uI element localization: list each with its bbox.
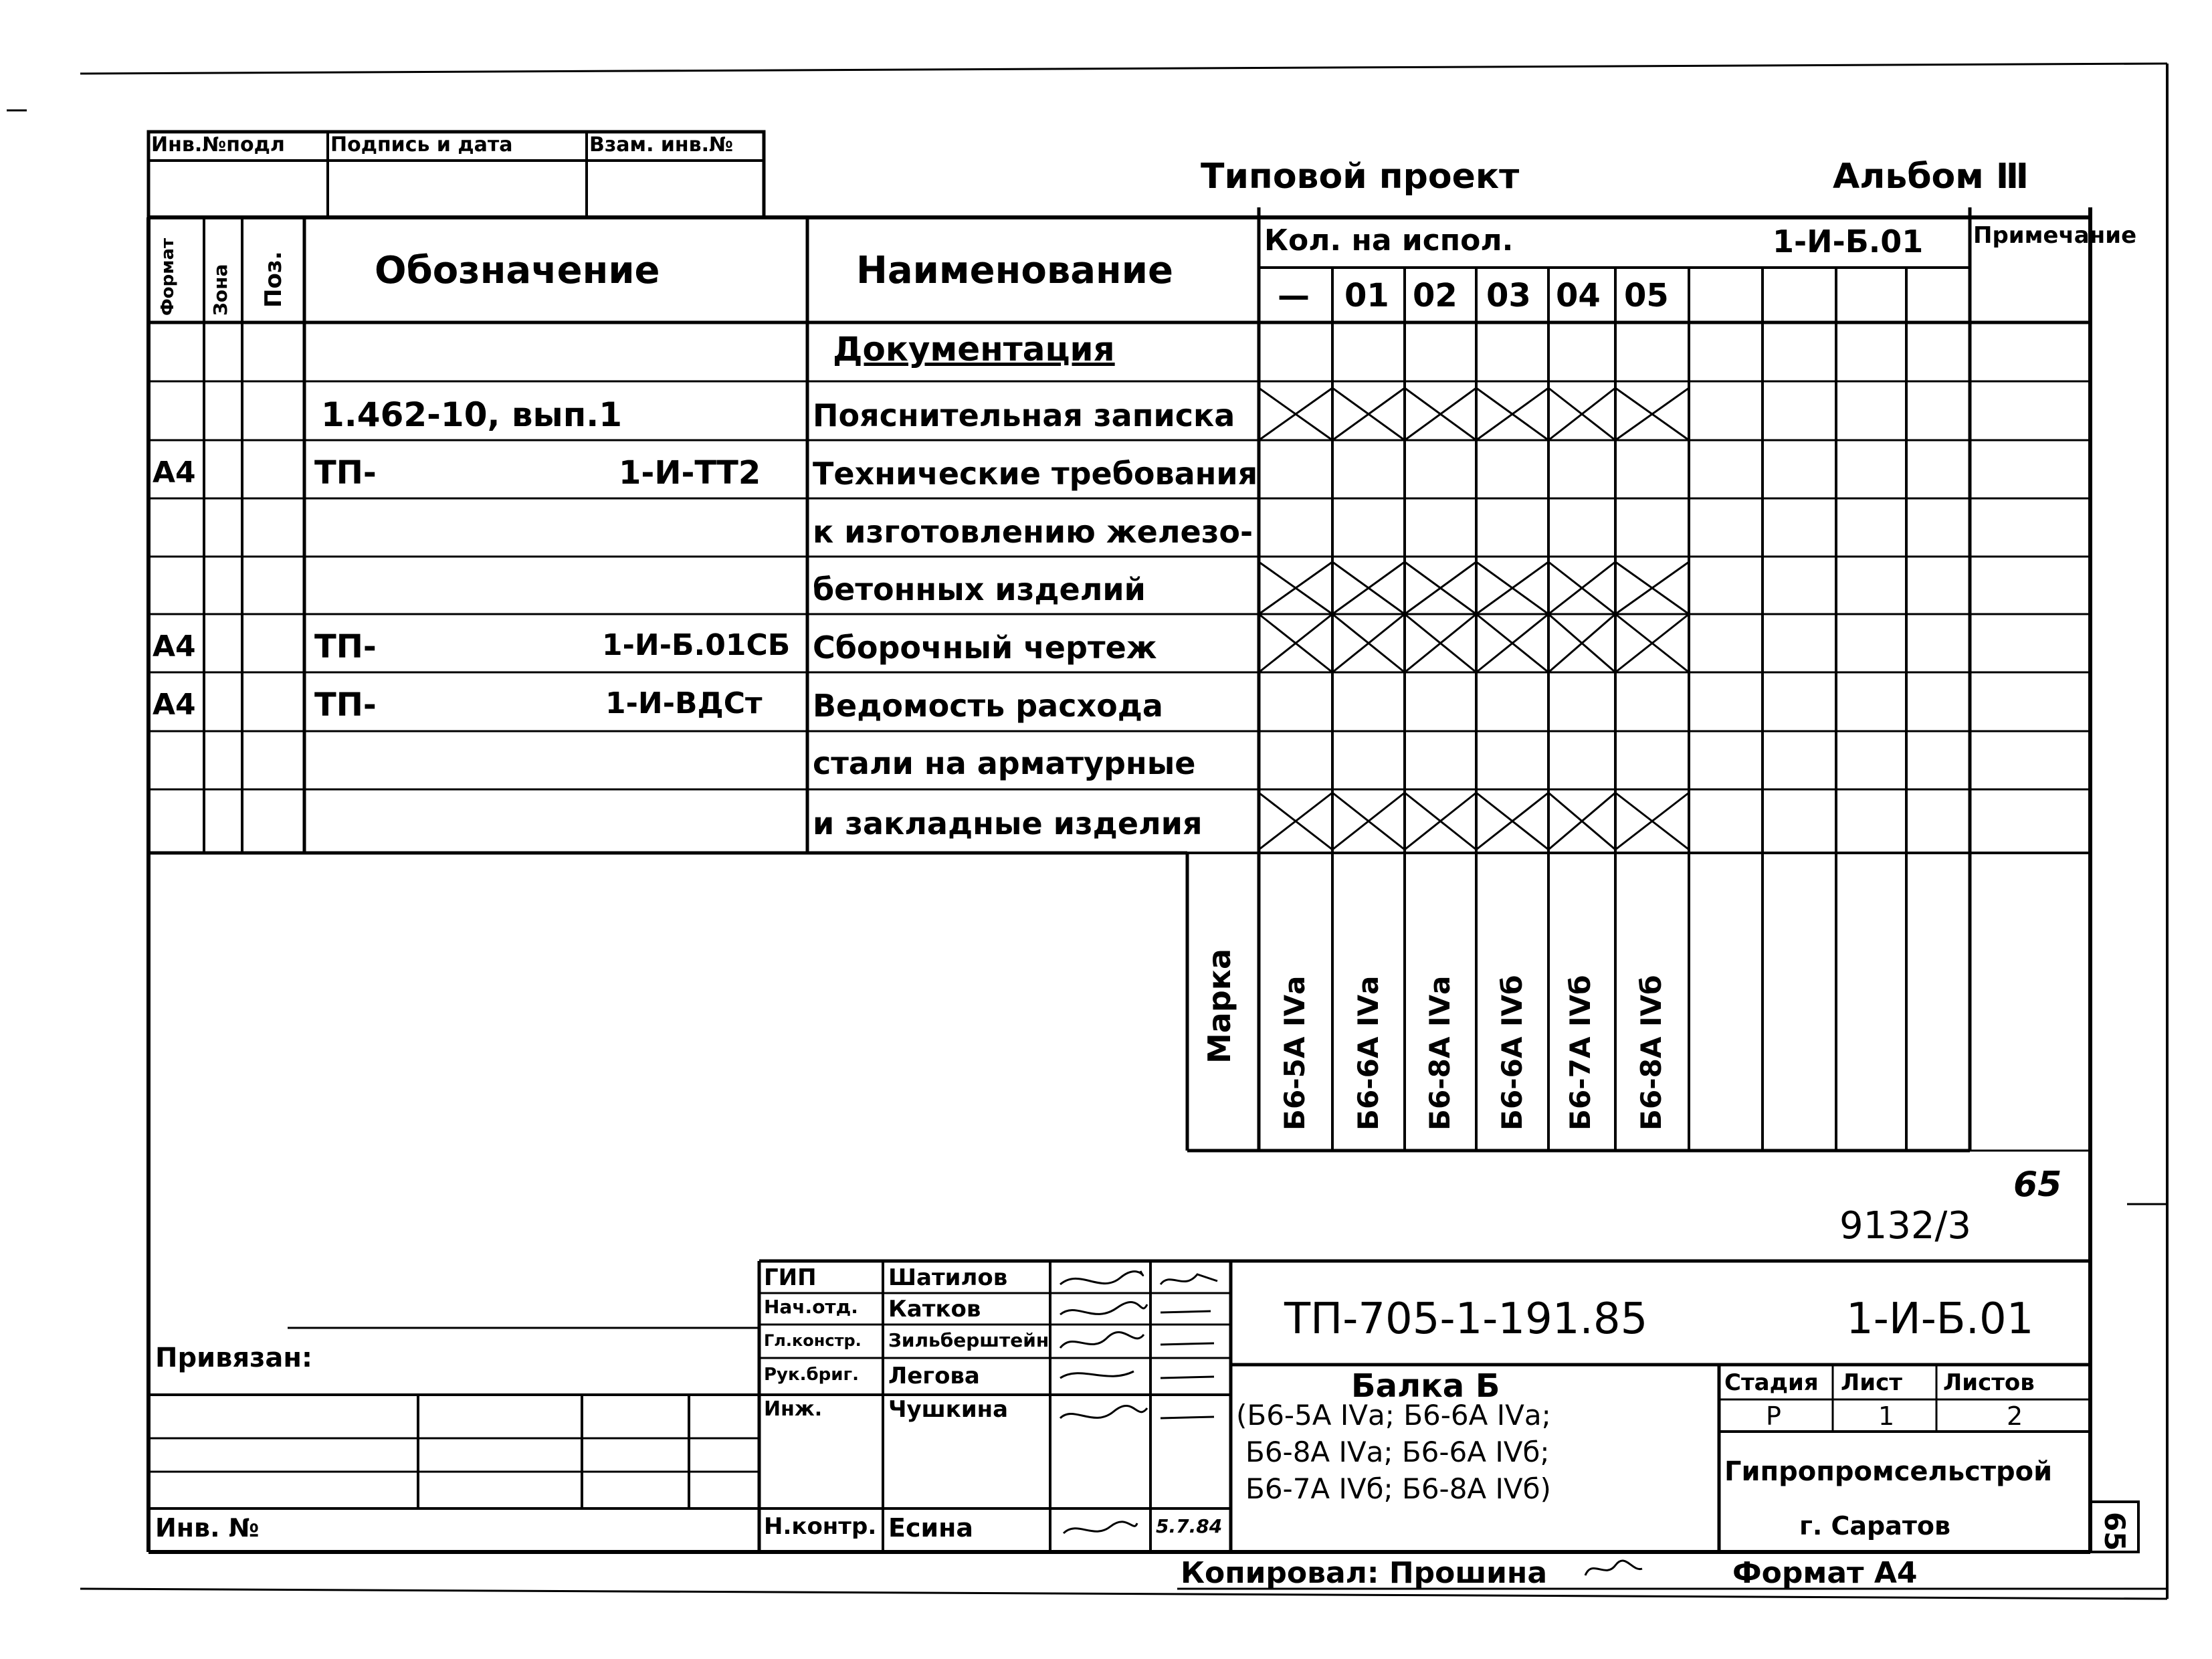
mark-6: Б6-8А IVб (1635, 975, 1668, 1131)
tb-stage: Р (1766, 1401, 1781, 1431)
variant-03: 03 (1486, 277, 1531, 314)
variant-05: 05 (1624, 277, 1669, 314)
signature-n-kontr (1057, 1513, 1144, 1547)
tb-code: 1-И-Б.01 (1846, 1294, 2034, 1344)
tb-subtitle-3: Б6-7А IVб; Б6-8А IVб) (1245, 1472, 1551, 1505)
date-n-kontr: 5.7.84 (1156, 1515, 1223, 1537)
row-2-designation: ТП- (314, 454, 377, 492)
variant-02: 02 (1413, 277, 1457, 314)
col-note-header: Примечание (1973, 222, 2137, 249)
row-2-name: Технические требования (813, 456, 1258, 492)
mark-3: Б6-8А IVа (1423, 975, 1456, 1131)
footer-copied: Копировал: Прошина (1181, 1556, 1548, 1590)
col-qty-header: Кол. на испол. (1264, 223, 1514, 258)
role-gl-konstr: Гл.констр. (764, 1331, 862, 1350)
project-label: Типовой проект (1201, 157, 1520, 197)
album-label: Альбом Ⅲ (1833, 157, 2029, 197)
tb-subtitle-1: (Б6-5А IVа; Б6-6А IVа; (1236, 1399, 1551, 1432)
tb-org: Гипропромсельстрой (1724, 1456, 2053, 1487)
col-format-header: Формат (158, 237, 178, 316)
marka-label: Марка (1201, 948, 1237, 1064)
name-gl-konstr: Зильберштейн (888, 1329, 1049, 1351)
doc-number: 9132/3 (1839, 1204, 1972, 1248)
tb-designation: ТП-705-1-191.85 (1284, 1294, 1648, 1344)
section-title: Документация (833, 330, 1115, 369)
col-pos-header: Поз. (260, 251, 287, 308)
stamp-sign-date: Подпись и дата (330, 133, 513, 157)
col-designation-header: Обозначение (375, 249, 660, 292)
name-gip: Шатилов (888, 1264, 1008, 1291)
stamp-inv-podl: Инв.№подл (151, 133, 285, 157)
tb-privyazan: Привязан: (155, 1343, 312, 1373)
name-inzh: Чушкина (888, 1396, 1009, 1423)
col-zone-header: Зона (209, 264, 231, 316)
row-5-designation: ТП- (314, 628, 377, 666)
variant-dash: — (1278, 277, 1310, 314)
tb-sheet: 1 (1878, 1401, 1895, 1431)
tb-stage-label: Стадия (1724, 1369, 1819, 1396)
tb-inv-no: Инв. № (155, 1513, 260, 1543)
name-ruk-brig: Легова (888, 1363, 980, 1389)
tb-title: Балка Б (1351, 1367, 1500, 1405)
row-1-designation: 1.462-10, вып.1 (321, 395, 623, 434)
footer-format: Формат А4 (1732, 1556, 1918, 1590)
mark-4: Б6-6А IVб (1496, 975, 1528, 1131)
row-3-name: к изготовлению железо- (813, 514, 1253, 550)
tb-sheets-label: Листов (1943, 1369, 2035, 1396)
name-n-kontr: Есина (888, 1513, 974, 1543)
row-4-name: бетонных изделий (813, 571, 1146, 607)
variant-04: 04 (1556, 277, 1601, 314)
name-nach-otd: Катков (888, 1296, 981, 1323)
row-5-format: А4 (153, 629, 196, 664)
role-nach-otd: Нач.отд. (764, 1296, 858, 1318)
copied-signature (1582, 1552, 1649, 1585)
row-7-name: стали на арматурные (813, 745, 1196, 781)
tb-subtitle-2: Б6-8А IVа; Б6-6А IVб; (1245, 1436, 1550, 1468)
role-n-kontr: Н.контр. (764, 1513, 877, 1540)
cross-marks (1259, 388, 1689, 850)
stamp-vzam-inv: Взам. инв.№ (589, 133, 734, 157)
mark-1: Б6-5А IVа (1278, 975, 1311, 1131)
row-5-code: 1-И-Б.01СБ (602, 628, 791, 662)
role-gip: ГИП (764, 1264, 817, 1291)
row-6-code: 1-И-ВДСт (605, 686, 763, 720)
signatures (1053, 1264, 1227, 1398)
col-name-header: Наименование (856, 249, 1173, 292)
row-6-name: Ведомость расхода (813, 688, 1163, 724)
row-5-name: Сборочный чертеж (813, 629, 1157, 666)
tb-city: г. Саратов (1799, 1511, 1951, 1541)
row-6-designation: ТП- (314, 686, 377, 724)
mark-5: Б6-7А IVб (1564, 975, 1597, 1131)
page-number: 65 (2013, 1165, 2062, 1205)
row-6-format: А4 (153, 688, 196, 722)
mark-2: Б6-6А IVа (1352, 975, 1385, 1131)
tb-sheets: 2 (2007, 1401, 2023, 1431)
row-2-code: 1-И-ТТ2 (619, 454, 761, 492)
signature-inzh (1053, 1398, 1227, 1438)
role-inzh: Инж. (764, 1397, 823, 1421)
tb-sheet-label: Лист (1841, 1369, 1902, 1396)
variant-01: 01 (1344, 277, 1389, 314)
row-8-name: и закладные изделия (813, 805, 1203, 842)
row-2-format: А4 (153, 456, 196, 490)
side-number: 65 (2098, 1512, 2131, 1551)
role-ruk-brig: Рук.бриг. (764, 1365, 859, 1385)
row-1-name: Пояснительная записка (813, 397, 1235, 433)
col-doc-code: 1-И-Б.01 (1773, 223, 1924, 260)
